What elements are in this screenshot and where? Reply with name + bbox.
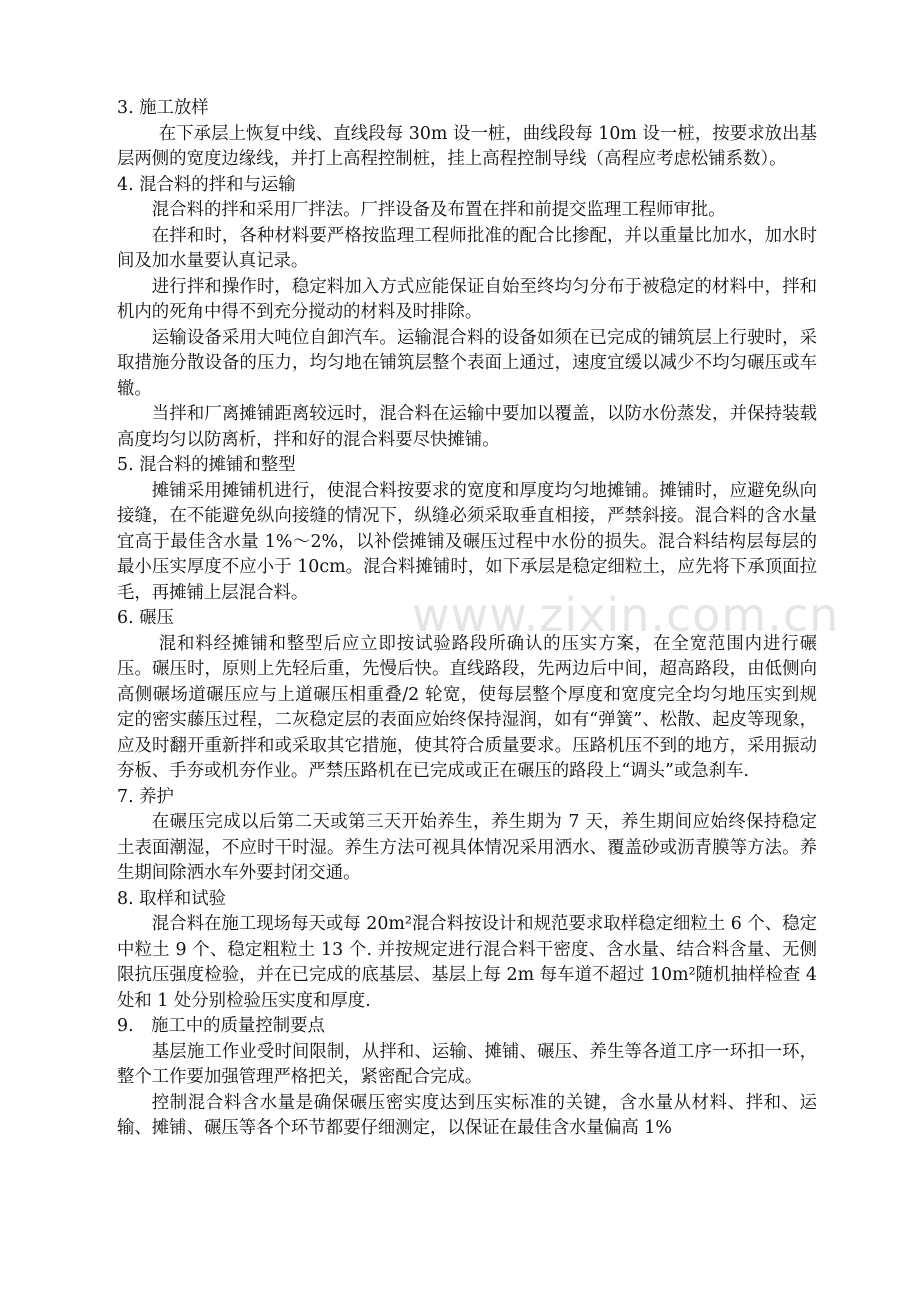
section-4 [117,173,817,454]
section-heading: 9. 施工中的质量控制要点 [117,1016,325,1036]
section-heading: 5. 混合料的摊铺和整型 [117,455,296,475]
section-3 [117,96,817,173]
paragraph: 在碾压完成以后第二天或第三天开始养生，养生期为 7 天，养生期间应始终保持稳定土表面潮湿，不应时干时湿。养生方法可视具体情况采用洒水、覆盖砂或沥青膜等方法。养生期间除洒水车外要封闭交通。 [117,812,817,883]
section-heading: 4. 混合料的拌和与运输 [117,174,296,195]
section-heading: 6. 碾压 [117,608,174,628]
paragraph: 混合料的拌和采用厂拌法。厂拌设备及布置在拌和前提交监理工程师审批。 [151,200,726,220]
section-9 [117,1014,817,1142]
section-7 [117,785,817,887]
paragraph: 混和料经摊铺和整型后应立即按试验路段所确认的压实方案，在全宽范围内进行碾压。碾压时，原则上先轻后重，先慢后快。直线路段，先两边后中间，超高路段，由低侧向高侧碾场道碾压应与上道碾压相重叠/2 轮宽，使每层整个厚度和宽度完全均匀地压实到规定的密实藤压过程，二灰稳定层的表面应始终保持湿润，如有“弹簧”、松散、起皮等现象，应及时翻开重新拌和或采取其它措施，使其符合质量要求。压路机压不到的地方，采用振动夯板、手夯或机夯作业。严禁压路机在已完成或正在碾压的路段上“调头”或急刹车. [117,633,817,781]
paragraph: 进行拌和操作时，稳定料加入方式应能保证自始至终均匀分布于被稳定的材料中，拌和机内的死角中得不到充分搅动的材料及时排除。 [117,276,817,322]
paragraph: 混合料在施工现场每天或每 20m²混合料按设计和规范要求取样稳定细粒土 6 个、稳定中粒土 9 个、稳定粗粒土 13 个. 并按规定进行混合料干密度、含水量、结合料含量、无侧限抗压强度检验，并在已完成的底基层、基层上每 2m 每车道不超过 10m²随机抽样检查 4 处和 1 处分别检验压实度和厚度. [117,914,817,1011]
paragraph: 基层施工作业受时间限制，从拌和、运输、摊铺、碾压、养生等各道工序一环扣一环，整个工作要加强管理严格把关，紧密配合完成。 [117,1041,817,1087]
paragraph: 摊铺采用摊铺机进行，使混合料按要求的宽度和厚度均匀地摊铺。摊铺时，应避免纵向接缝，在不能避免纵向接缝的情况下，纵缝必须采取垂直相接，严禁斜接。混合料的含水量宜高于最佳含水量 1%～2%，以补偿摊铺及碾压过程中水份的损失。混合料结构层每层的最小压实厚度不应小于 10cm。混合料摊铺时，如下承层是稳定细粒土，应先将下承顶面拉毛，再摊铺上层混合料。 [117,480,817,603]
section-6 [117,606,817,785]
paragraph: 控制混合料含水量是确保碾压密实度达到压实标准的关键，含水量从材料、拌和、运输、摊铺、碾压等各个环节都要仔细测定，以保证在最佳含水量偏高 1% [117,1092,817,1138]
document-page [117,96,817,1142]
watermark: www.zixin.com.cn [412,588,840,642]
section-heading: 8. 取样和试验 [117,888,227,909]
section-heading: 3. 施工放样 [117,98,209,118]
section-5 [117,453,817,606]
paragraph: 运输设备采用大吨位自卸汽车。运输混合料的设备如须在已完成的铺筑层上行驶时，采取措施分散设备的压力，均匀地在铺筑层整个表面上通过，速度宜缓以减少不均匀碾压或车辙。 [117,327,817,399]
section-8 [117,887,817,1015]
section-heading: 7. 养护 [117,786,174,807]
paragraph: 当拌和厂离摊铺距离较远时，混合料在运输中要加以覆盖，以防水份蒸发，并保持装载高度均匀以防离析，拌和好的混合料要尽快摊铺。 [117,404,817,450]
paragraph: 在下承层上恢复中线、直线段每 30m 设一桩，曲线段每 10m 设一桩，按要求放出基层两侧的宽度边缘线，并打上高程控制桩，挂上高程控制导线（高程应考虑松铺系数）。 [117,123,817,169]
paragraph: 在拌和时，各种材料要严格按监理工程师批准的配合比掺配，并以重量比加水，加水时间及加水量要认真记录。 [117,225,817,271]
